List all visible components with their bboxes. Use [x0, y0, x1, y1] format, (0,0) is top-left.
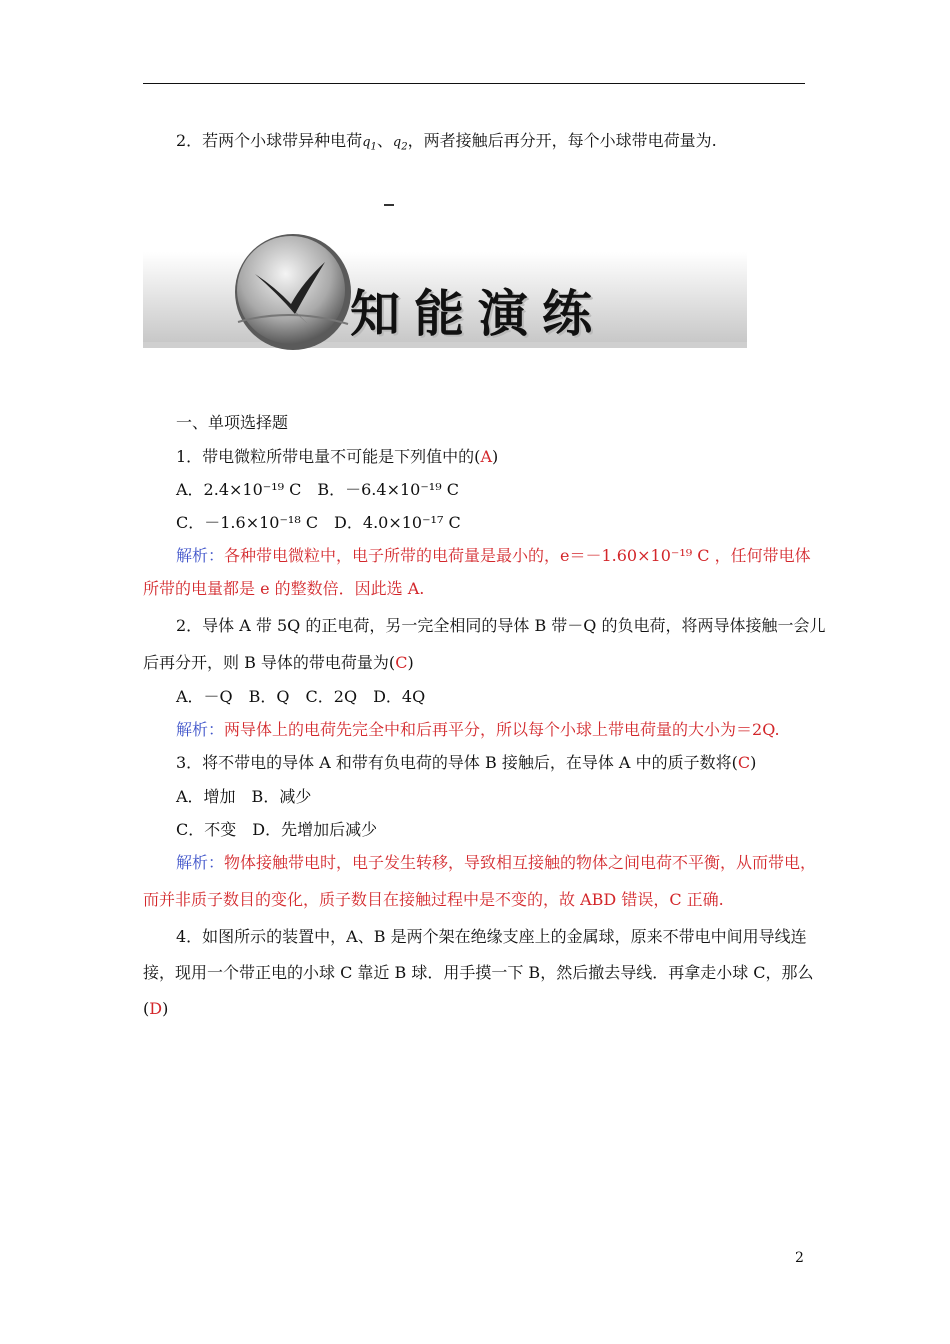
question-3-answer: C: [737, 753, 751, 772]
question-1-answer: A: [480, 447, 492, 466]
question-1-explanation-cont: 所带的电量都是 e 的整数倍．因此选 A.: [143, 579, 425, 598]
intro-text-a: 2．若两个小球带异种电荷: [176, 131, 363, 150]
q2-subscript: 2: [401, 141, 408, 153]
question-3-options-cd: C．不变 D．先增加后减少: [176, 820, 378, 839]
question-3-text: 3．将不带电的导体 A 和带有负电荷的导体 B 接触后，在导体 A 中的质子数将(: [176, 753, 738, 772]
question-1-stem: [176, 444, 498, 470]
question-1-explanation: [176, 543, 811, 569]
question-2-options: A．－Q B．Q C．2Q D．4Q: [176, 687, 426, 706]
question-4-answer-line: [143, 996, 168, 1022]
question-4-stem-cont: 接，现用一个带正电的小球 C 靠近 B 球．用手摸一下 B，然后撤去导线．再拿走小球 C，那么: [143, 963, 814, 982]
question-3-explanation-cont: 而并非质子数目的变化，质子数目在接触过程中是不变的，故 ABD 错误，C 正确.: [143, 890, 724, 909]
intro-separator: 、: [376, 131, 393, 150]
question-4-answer: D: [149, 999, 163, 1018]
decorative-mark: [384, 204, 394, 206]
explanation-label: 解析：: [176, 546, 225, 565]
question-2-stem: 2．导体 A 带 5Q 的正电荷，另一完全相同的导体 B 带－Q 的负电荷，将两导体接触一会儿: [176, 616, 826, 635]
explanation-label: 解析：: [176, 853, 225, 872]
question-3-options-ab: A．增加 B．减少: [176, 787, 312, 806]
intro-text-b: ，两者接触后再分开，每个小球带电荷量为.: [407, 131, 717, 150]
q1-symbol: q: [362, 135, 371, 150]
banner-title: 知能演练: [350, 284, 606, 343]
question-1-close: ): [492, 447, 499, 466]
explanation-text: 物体接触带电时，电子发生转移，导致相互接触的物体之间电荷不平衡，从而带电，: [224, 853, 817, 872]
question-4-stem: 4．如图所示的装置中，A、B 是两个架在绝缘支座上的金属球，原来不带电中间用导线连: [176, 927, 807, 946]
explanation-text: 两导体上的电荷先完全中和后再平分，所以每个小球上带电荷量的大小为＝2Q.: [224, 720, 780, 739]
question-2-stem-cont: [143, 650, 414, 676]
intro-item-2: [176, 128, 717, 161]
q2-symbol: q: [392, 135, 402, 150]
page-number: 2: [795, 1250, 804, 1266]
question-3-explanation: [176, 850, 816, 876]
question-2-explanation: [176, 717, 780, 743]
question-1-text: 1．带电微粒所带电量不可能是下列值中的(: [176, 447, 481, 466]
question-3-stem: [176, 750, 756, 776]
question-1-options-ab: A．2.4×10⁻¹⁹ C B．－6.4×10⁻¹⁹ C: [176, 480, 459, 499]
section-heading: 一、单项选择题: [176, 413, 289, 432]
question-4-close: ): [162, 999, 169, 1018]
question-3-close: ): [750, 753, 757, 772]
q1-subscript: 1: [370, 141, 377, 153]
question-4-open: (: [143, 999, 150, 1018]
header-rule: [143, 83, 805, 84]
question-1-options-cd: C．－1.6×10⁻¹⁸ C D．4.0×10⁻¹⁷ C: [176, 513, 461, 532]
explanation-label: 解析：: [176, 720, 225, 739]
question-2-text: 后再分开，则 B 导体的带电荷量为(: [143, 653, 396, 672]
question-2-answer: C: [395, 653, 408, 672]
question-2-close: ): [407, 653, 414, 672]
explanation-text: 各种带电微粒中，电子所带的电荷量是最小的，e＝－1.60×10⁻¹⁹ C ，任何带电体: [224, 546, 811, 565]
